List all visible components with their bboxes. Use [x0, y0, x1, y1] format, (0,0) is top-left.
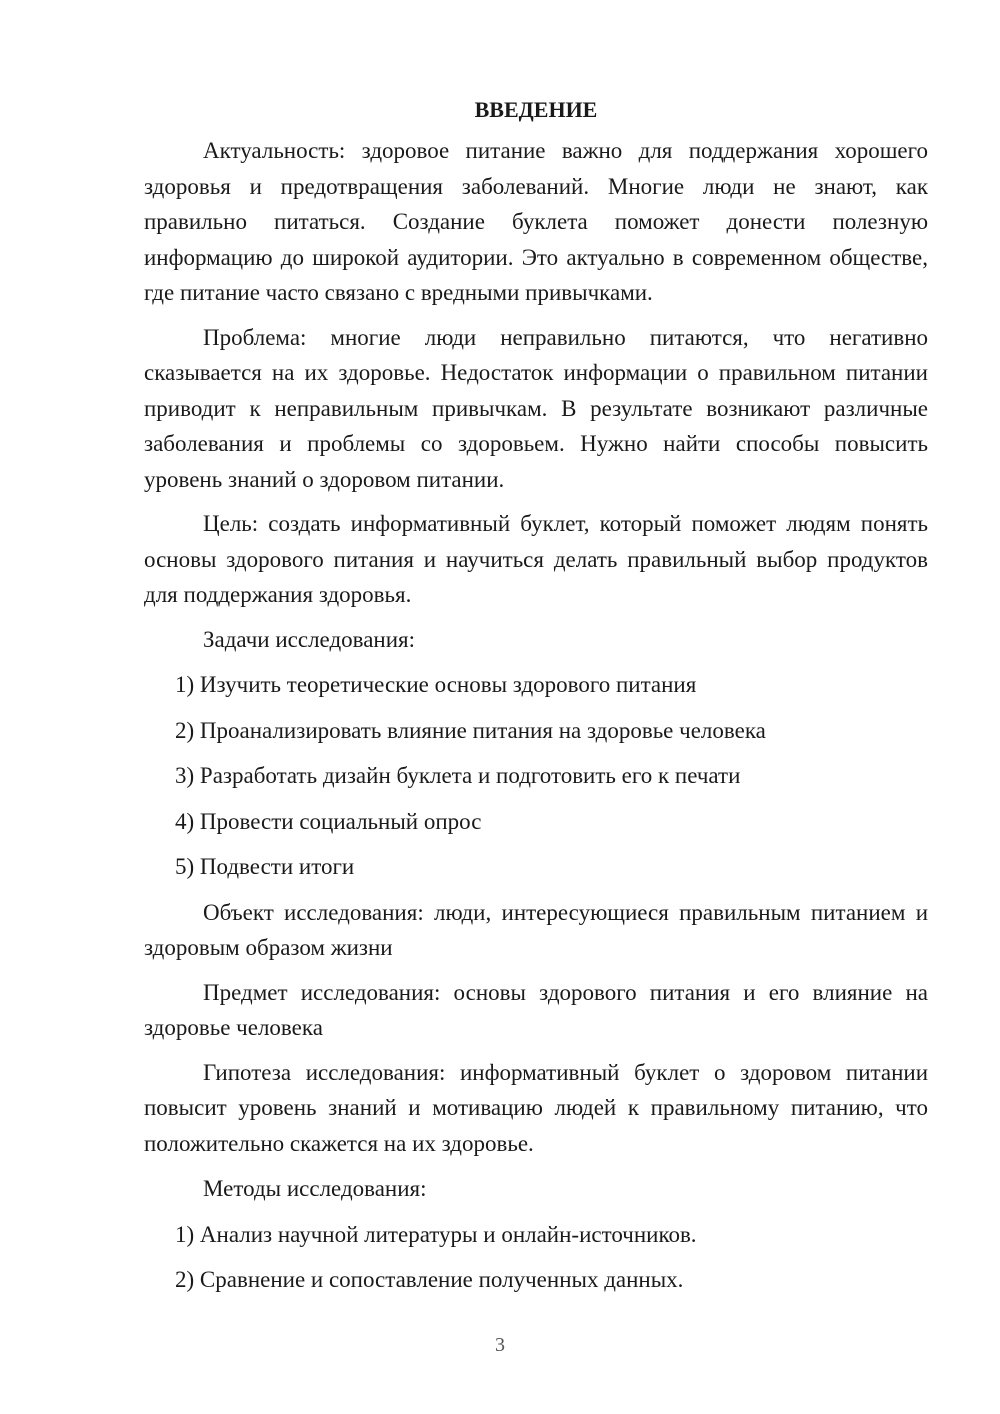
page-title: ВВЕДЕНИЕ	[474, 97, 598, 122]
task-item: 4) Провести социальный опрос	[175, 808, 482, 834]
page-number: 3	[495, 1334, 505, 1356]
method-item: 1) Анализ научной литературы и онлайн-источников.	[175, 1221, 697, 1247]
subject-paragraph: Предмет исследования: основы здорового питания и его влияние на здоровье человека	[144, 979, 928, 1040]
object-paragraph: Объект исследования: люди, интересующиеся правильным питанием и здоровым образом жизни	[144, 899, 928, 960]
methods-heading: Методы исследования:	[203, 1176, 427, 1201]
problem-paragraph: Проблема: многие люди неправильно питаются, что негативно сказывается на их здоровье. Недостаток информации о правильном питании приводит к неправильным привычкам. В результате возникают различные заболевания и проблемы со здоровьем. Нужно найти способы повысить уровень знаний о здоровом питании.	[144, 324, 928, 492]
hypothesis-paragraph: Гипотеза исследования: информативный буклет о здоровом питании повысит уровень знаний и мотивацию людей к правильному питанию, что положительно скажется на их здоровье.	[144, 1059, 928, 1156]
relevance-paragraph: Актуальность: здоровое питание важно для поддержания хорошего здоровья и предотвращения заболеваний. Многие люди не знают, как правильно питаться. Создание буклета поможет донести полезную информацию до широкой аудитории. Это актуально в современном обществе, где питание часто связано с вредными привычками.	[144, 138, 928, 305]
method-item: 2) Сравнение и сопоставление полученных данных.	[175, 1267, 684, 1292]
task-item: 1) Изучить теоретические основы здорового питания	[175, 672, 697, 697]
tasks-heading: Задачи исследования:	[203, 626, 416, 652]
task-item: 3) Разработать дизайн буклета и подготовить его к печати	[175, 763, 741, 788]
task-item: 5) Подвести итоги	[175, 854, 355, 879]
goal-paragraph: Цель: создать информативный буклет, который поможет людям понять основы здорового питания и научиться делать правильный выбор продуктов для поддержания здоровья.	[144, 511, 928, 607]
task-item: 2) Проанализировать влияние питания на здоровье человека	[175, 717, 766, 743]
document-page	[144, 92, 928, 1308]
